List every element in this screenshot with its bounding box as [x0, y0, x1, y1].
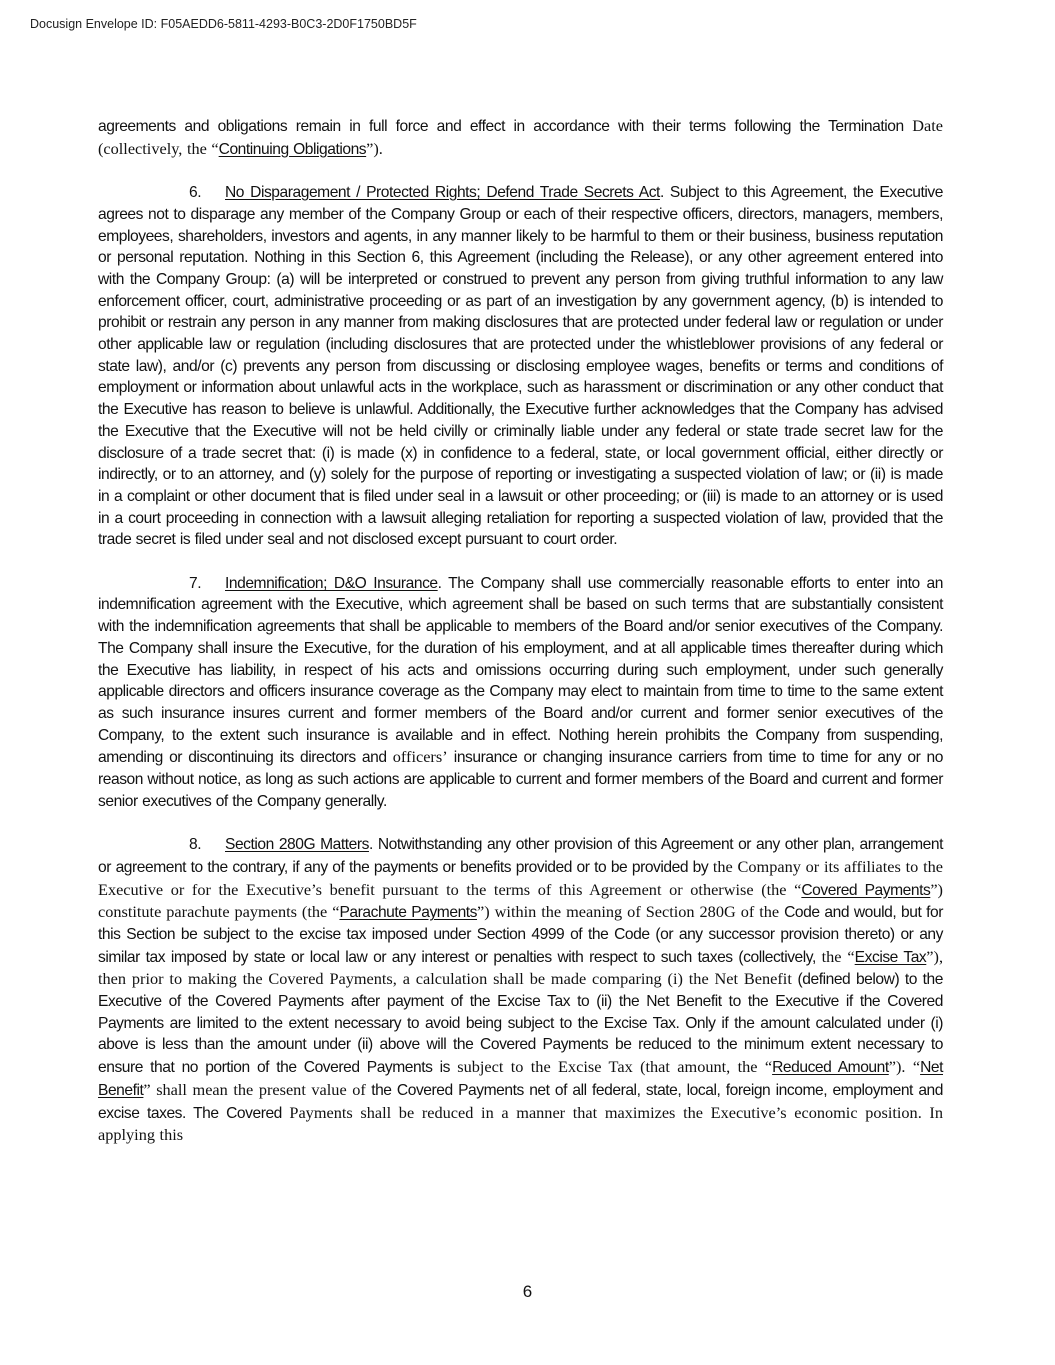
page-number: 6: [522, 1282, 533, 1301]
section-8-heading: Section 280G Matters: [225, 836, 369, 854]
section-7-body-2: insurance or changing insurance carriers from time to time for any or no reason without notice, as long as such actions are applicable to current and former members of the Board and current and former senior executives of the Company generally.: [98, 749, 943, 810]
section-7-body-1: The Company shall use commercially reasonable efforts to enter into an indemnification agreement with the Executive, which agreement shall be based on such terms that are substantially consistent with the indemnification agreements that shall be applicable to members of the Board and/or senior executives of the Company. The Company shall insure the Executive, for the duration of his employment, and at all applicable times thereafter during which the Executive has liability, in respect of his acts and omissions occurring during such employment, under such generally applicable directors and officers insurance coverage as the Company may elect to maintain from time to time to the same extent as such insurance insures current and former members of the Board and/or current and former senior executives of the Company, to the extent such insurance is available and in effect. Nothing herein prohibits the Company from suspending, amending or discontinuing its directors and: [98, 574, 943, 767]
section-7-heading-end: .: [437, 574, 442, 592]
defined-term-covered-payments: Covered Payments: [801, 881, 931, 899]
defined-term-continuing-obligations: Continuing Obligations: [218, 140, 367, 158]
section-8-indent: [98, 834, 225, 856]
section-7-heading: Indemnification; D&O Insurance: [225, 574, 438, 592]
section-8-text-12: the Covered Payments net of all federal, state, local, foreign income, employment and excise taxes. The Covered: [98, 1081, 943, 1122]
section-6-heading-end: .: [659, 184, 664, 202]
intro-text-serif: Date (collectively, the “: [98, 116, 943, 158]
intro-close: ”).: [366, 138, 383, 158]
section-7-indent: [98, 573, 225, 595]
section-8-heading-end: .: [368, 836, 373, 854]
defined-term-reduced-amount: Reduced Amount: [772, 1059, 889, 1077]
section-8-text-11: ” shall mean the present value of: [143, 1079, 366, 1099]
defined-term-excise-tax: Excise Tax: [854, 948, 927, 966]
section-8-text-4: ”) within the meaning of Section 280G of the: [477, 902, 785, 922]
intro-paragraph: [98, 115, 943, 160]
section-6-body: Subject to this Agreement, the Executive agrees not to disparage any member of the Company Group or each of their respective officers, directors, managers, members, employees, shareholders, investors and agents, in any manner likely to be harmful to them or their business, business reputation or personal reputation. Nothing in this Section 6, this Agreement (including the Release), or any other agreement entered into with the Company Group: (a) will be interpreted or construed to prevent any person from giving truthful information to any law enforcement officer, court, administrative proceeding or as part of an investigation by any government agency, (b) is intended to prohibit or restrain any person in any manner from making disclosures that are protected under federal law or regulation or under other applicable law or regulation (including disclosures that are protected under the whistleblower provisions of any federal or state law), and/or (c) prevents any person from discussing or disclosing employee wages, benefits or terms and conditions of employment or information about unlawful acts in the workplace, such as harassment or discrimination or any other conduct that the Executive has reason to believe is unlawful. Additionally, the Executive further acknowledges that the Company has advised the Executive that the Executive will not be held civilly or criminally liable under any federal or state trade secret law for the disclosure of a trade secret that: (i) is made (x) in confidence to a federal, state, or local government official, either directly or indirectly, or to an attorney, and (y) solely for the purpose of reporting or investigating a suspected violation of law; or (ii) is made in a complaint or other document that is filed under seal in a lawsuit or other proceeding; or (iii) is made to an attorney or is used in a court proceeding in connection with a lawsuit alleging retaliation for reporting a suspected violation of law, provided that the trade secret is filed under seal and not disclosed except pursuant to court order.: [98, 184, 943, 549]
defined-term-net-benefit: Net Benefit: [98, 1059, 943, 1099]
section-6-indent: [98, 182, 225, 204]
section-8-text-2: the Company or its affiliates to the Executive or for the Executive’s benefit pursuant to the terms of this Agreement or otherwise (the “: [98, 856, 943, 899]
section-8-text-6: the “: [821, 946, 855, 966]
section-8-number: 8.: [189, 836, 202, 854]
intro-text: agreements and obligations remain in full force and effect in accordance with their terms following the Termination: [98, 118, 913, 135]
section-7-body-serif: officers’: [392, 747, 448, 767]
section-8-text-1: Notwithstanding any other provision of this Agreement or any other plan, arrangement or agreement to the contrary, if any of the payments or benefits provided or to be provided by: [98, 836, 943, 876]
defined-term-parachute-payments: Parachute Payments: [339, 904, 478, 922]
section-8-text-9: subject to the Excise Tax (that amount, the “: [457, 1057, 773, 1077]
section-8-text-5: Code and would, but for this Section be subject to the excise tax imposed under Section 4999 of the Code (or any successor provision thereto) or any similar tax imposed by state or local law or any interest or penalties with respect to such taxes (collectively,: [98, 904, 944, 966]
section-8-text-8: (defined below) to the Executive of the Covered Payments after payment of the Excise Tax to (ii) the Net Benefit to the Executive if the Covered Payments are limited to the extent necessary to avoid being subject to the Excise Tax. Only if the amount calculated under (i) above is less than the amount under (ii) above will the Covered Payments be reduced to the minimum extent necessary to ensure that no portion of the Covered Payments is: [98, 971, 943, 1077]
section-8-text-13: Payments shall be reduced in a manner that maximizes the Executive’s economic position. In applying this: [98, 1102, 943, 1145]
section-7-number: 7.: [189, 574, 202, 592]
section-7-paragraph: [98, 573, 943, 813]
section-6-heading: No Disparagement / Protected Rights; Defend Trade Secrets Act: [225, 184, 660, 202]
docusign-envelope-id: Docusign Envelope ID: F05AEDD6-5811-4293-B0C3-2D0F1750BD5F: [30, 17, 417, 31]
section-8-text-10: ”). “: [888, 1057, 921, 1077]
section-8-paragraph: [98, 834, 943, 1147]
section-6-paragraph: [98, 182, 943, 551]
section-8-text-3: ”) constitute parachute payments (the “: [98, 879, 943, 922]
section-6-number: 6.: [189, 184, 202, 202]
document-page: [98, 115, 943, 1169]
section-8-text-7: ”), then prior to making the Covered Payments, a calculation shall be made comparing (i) the Net Benefit: [98, 946, 944, 989]
